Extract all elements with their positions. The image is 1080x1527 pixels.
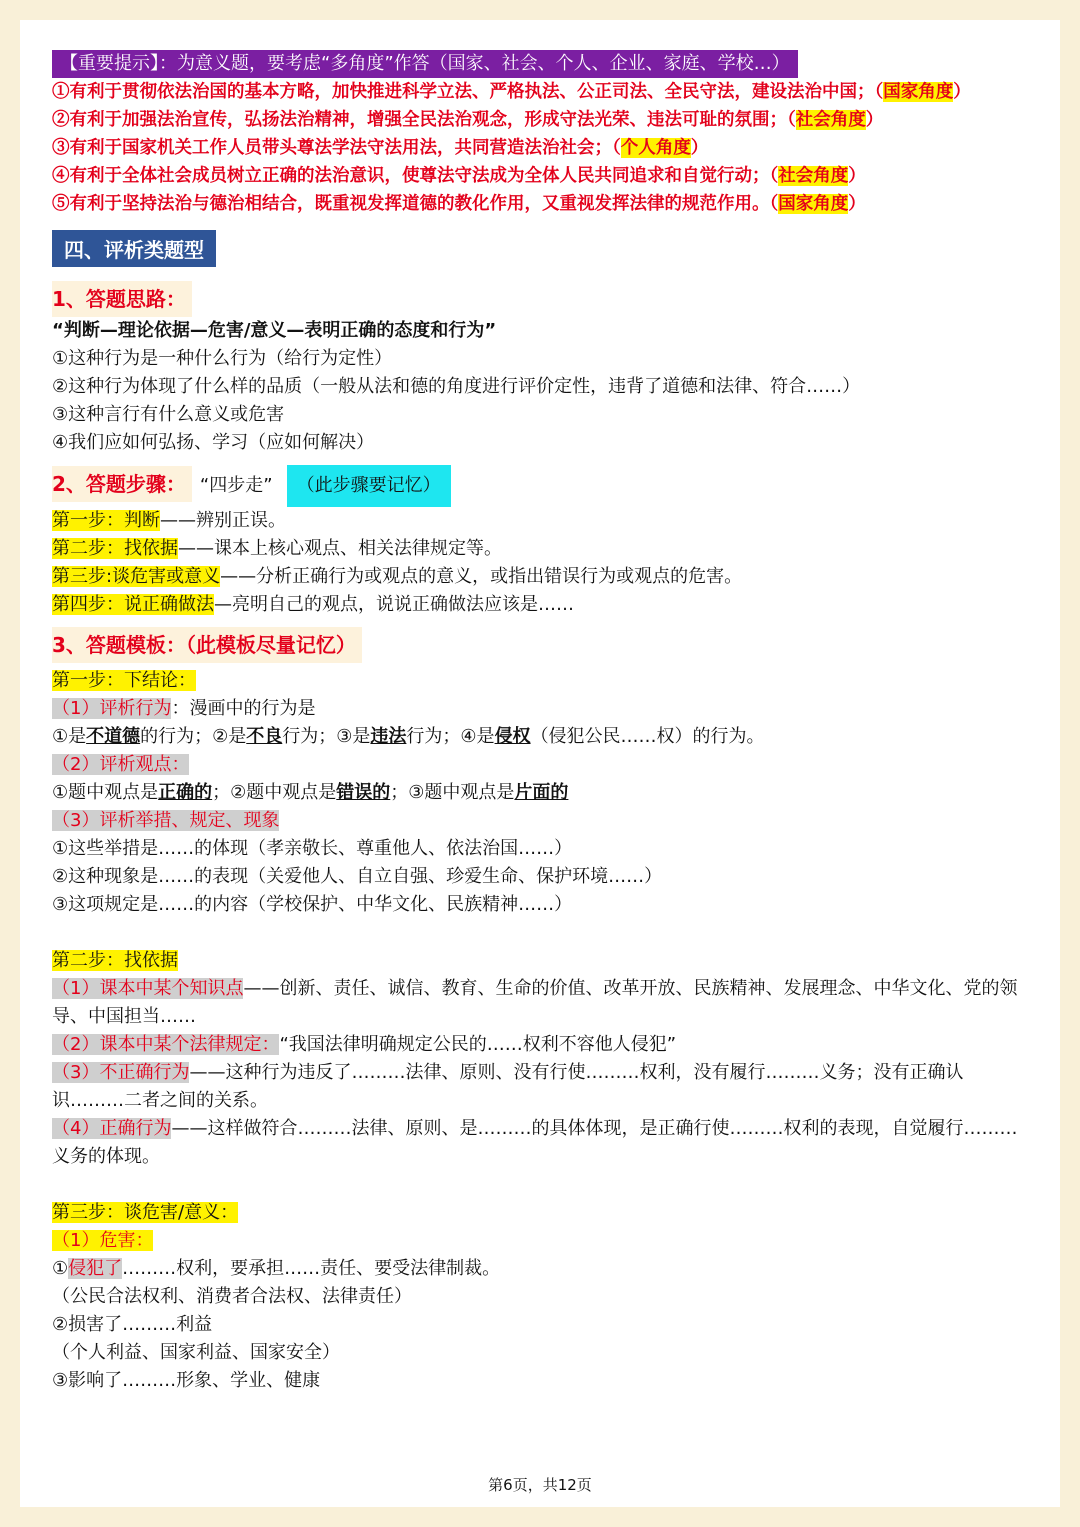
tip-item-1: ①有利于贯彻依法治国的基本方略，加快推进科学立法、严格执法、公正司法、全民守法，建设法治中国；（国家角度） — [52, 82, 971, 102]
s3-step3-line-5: ③影响了………形象、学业、健康 — [52, 1370, 321, 1391]
tip-item-2: ②有利于加强法治宣传，弘扬法治精神，增强全民法治观念，形成守法光荣、违法可耻的氛围；（社会角度） — [52, 110, 884, 130]
s3-title: 3、答题模板：（此模板尽量记忆） — [52, 627, 362, 663]
s2-note: （此步骤要记忆） — [287, 465, 451, 507]
s3-step3-line-4: （个人利益、国家利益、国家安全） — [52, 1342, 340, 1363]
s3-step2-item-3: （3）不正确行为——这种行为违反了………法律、原则、没有行使………权利，没有履行………义务；没有正确认识………二者之间的关系。 — [52, 1062, 964, 1111]
s1-line-3: ③这种言行有什么意义或危害 — [52, 404, 285, 425]
s1-line-4: ④我们应如何弘扬、学习（应如何解决） — [52, 432, 375, 453]
s3-step1-c-label: （3）评析举措、规定、现象 — [52, 810, 280, 831]
s3-step1-c-line-2: ②这种现象是……的表现（关爱他人、自立自强、珍爱生命、保护环境……） — [52, 866, 663, 887]
s3-step1-c-line-1: ①这些举措是……的体现（孝亲敬长、尊重他人、依法治国……） — [52, 838, 573, 859]
s3-step1-b-label: （2）评析观点： — [52, 754, 190, 775]
tip-item-4: ④有利于全体社会成员树立正确的法治意识，使尊法守法成为全体人民共同追求和自觉行动；（社会角度） — [52, 166, 866, 186]
s2-step-1: 第一步：判断——辨别正误。 — [52, 510, 286, 531]
s3-step1-a: （1）评析行为：漫画中的行为是 — [52, 698, 316, 719]
s3-step2-item-1: （1）课本中某个知识点——创新、责任、诚信、教育、生命的价值、改革开放、民族精神、发展理念、中华文化、党的领导、中国担当…… — [52, 978, 1018, 1027]
s3-step2-item-4: （4）正确行为——这样做符合………法律、原则、是………的具体体现，是正确行使………权利的表现，自觉履行………义务的体现。 — [52, 1118, 1018, 1167]
s2-step-4: 第四步：说正确做法—亮明自己的观点，说说正确做法应该是…… — [52, 594, 574, 615]
s1-formula: “判断—理论依据—危害/意义—表明正确的态度和行为” — [52, 320, 497, 341]
s1-line-2: ②这种行为体现了什么样的品质（一般从法和德的角度进行评价定性，违背了道德和法律、符合……） — [52, 376, 861, 397]
page-footer: 第6页，共12页 — [488, 1476, 592, 1494]
s2-quote: “四步走” — [199, 475, 273, 496]
s3-step2-item-2: （2）课本中某个法律规定：“我国法律明确规定公民的……权利不容他人侵犯” — [52, 1034, 677, 1055]
s2-step-2: 第二步：找依据——课本上核心观点、相关法律规定等。 — [52, 538, 502, 559]
s3-step1-title: 第一步：下结论： — [52, 670, 196, 691]
document-page — [20, 20, 1060, 1507]
s1-title: 1、答题思路： — [52, 281, 192, 317]
s3-step1-b-line: ①题中观点是正确的；②题中观点是错误的；③题中观点是片面的 — [52, 782, 569, 803]
s3-step3-line-1: ①侵犯了………权利，要承担……责任、要受法律制裁。 — [52, 1258, 501, 1279]
s3-step3-a-label: （1）危害： — [52, 1230, 154, 1251]
tip-item-5: ⑤有利于坚持法治与德治相结合，既重视发挥道德的教化作用，又重视发挥法律的规范作用。（国家角度） — [52, 194, 866, 214]
s3-step1-a-line: ①是不道德的行为；②是不良行为；③是违法行为；④是侵权（侵犯公民……权）的行为。 — [52, 726, 765, 747]
s3-step1-c-line-3: ③这项规定是……的内容（学校保护、中华文化、民族精神……） — [52, 894, 573, 915]
tip-item-3: ③有利于国家机关工作人员带头尊法学法守法用法，共同营造法治社会；（个人角度） — [52, 138, 709, 158]
s2-title: 2、答题步骤： — [52, 466, 192, 502]
s3-step3-line-2: （公民合法权利、消费者合法权、法律责任） — [52, 1286, 412, 1307]
s3-step3-line-3: ②损害了………利益 — [52, 1314, 213, 1335]
s1-line-1: ①这种行为是一种什么行为（给行为定性） — [52, 348, 393, 369]
s3-step3-title: 第三步：谈危害/意义： — [52, 1202, 239, 1223]
s2-step-3: 第三步:谈危害或意义——分析正确行为或观点的意义，或指出错误行为或观点的危害。 — [52, 566, 743, 587]
s3-step2-title: 第二步：找依据 — [52, 950, 178, 971]
tip-banner: 【重要提示】：为意义题，要考虑“多角度”作答（国家、社会、个人、企业、家庭、学校…） — [52, 50, 798, 78]
section-title: 四、评析类题型 — [52, 230, 216, 267]
